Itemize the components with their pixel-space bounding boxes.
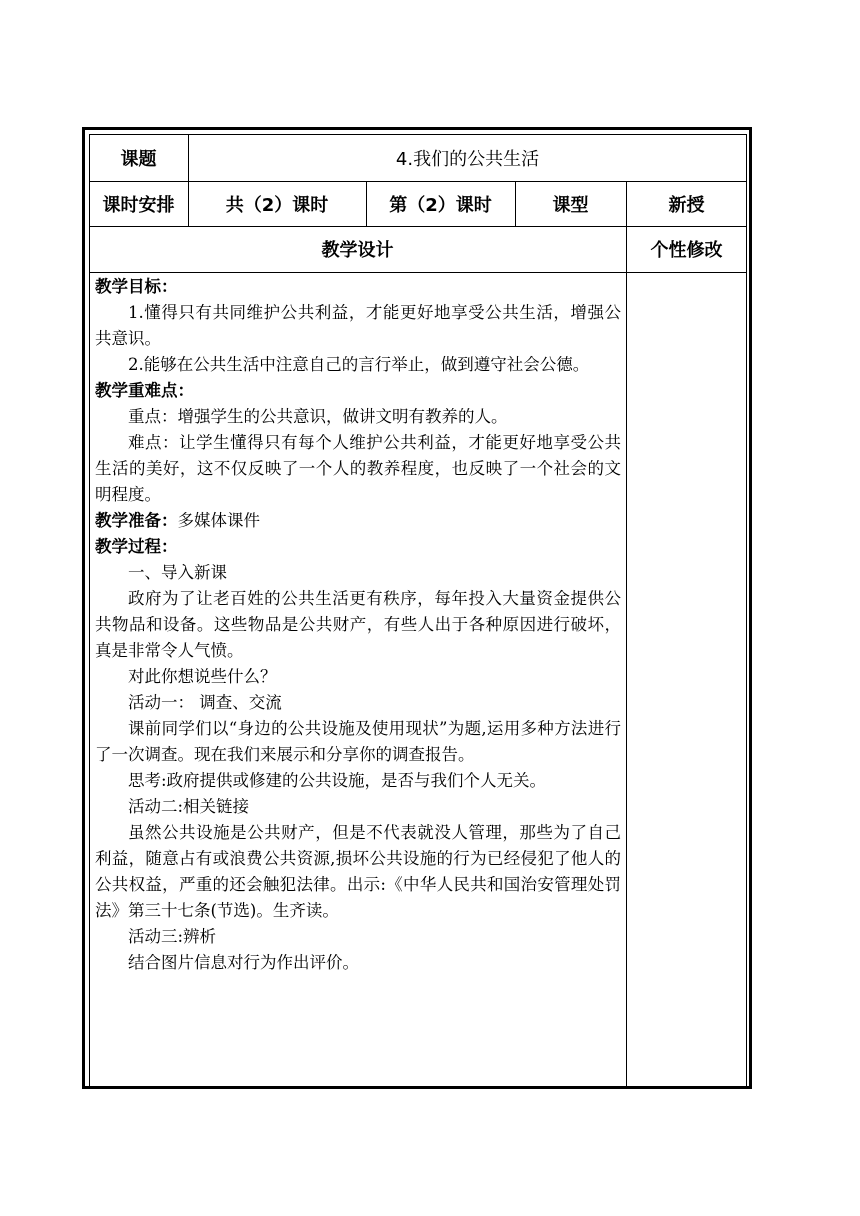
difficult-point: 难点：让学生懂得只有每个人维护公共利益，才能更好地享受公共生活的美好，这不仅反映了一个人的教养程度，也反映了一个社会的文明程度。: [95, 433, 621, 504]
teaching-design-content: [95, 274, 621, 976]
revise-label: 个性修改: [650, 240, 723, 261]
activity-heading: 活动二:相关链接: [128, 797, 250, 816]
key-point: 重点：增强学生的公共意识，做讲文明有教养的人。: [128, 407, 508, 426]
prep-heading: 教学准备：: [95, 511, 178, 530]
step-heading: 一、导入新课: [128, 563, 227, 582]
lesson-type-value: 新授: [668, 194, 705, 216]
schedule-label: 课时安排: [102, 194, 175, 216]
paragraph: 思考:政府提供或修建的公共设施，是否与我们个人无关。: [128, 771, 547, 790]
activity-heading: 活动三:辨析: [128, 927, 217, 946]
row-divider: [89, 272, 747, 273]
paragraph: 政府为了让老百姓的公共生活更有秩序，每年投入大量资金提供公共物品和设备。这些物品是公共财产，有些人出于各种原因进行破坏，真是非常令人气愤。: [95, 589, 621, 660]
paragraph: 课前同学们以“身边的公共设施及使用现状”为题,运用多种方法进行了一次调查。现在我们来展示和分享你的调查报告。: [95, 719, 621, 764]
topic-label: 课题: [120, 148, 157, 170]
total-hours: 共（2）课时: [225, 194, 329, 216]
paragraph: 结合图片信息对行为作出评价。: [128, 953, 359, 972]
activity-heading: 活动一： 调查、交流: [128, 693, 282, 712]
prep-value: 多媒体课件: [177, 511, 260, 530]
lesson-type-label: 课型: [552, 194, 589, 216]
objective-item: 2.能够在公共生活中注意自己的言行举止，做到遵守社会公德。: [128, 355, 590, 374]
current-hour: 第（2）课时: [389, 194, 492, 216]
objectives-heading: 教学目标：: [95, 277, 178, 296]
objective-item: 1.懂得只有共同维护公共利益，才能更好地享受公共生活，增强公共意识。: [95, 303, 621, 348]
topic-value: 4.我们的公共生活: [395, 148, 540, 170]
process-heading: 教学过程：: [95, 537, 178, 556]
design-label: 教学设计: [321, 240, 394, 261]
col-divider: [626, 181, 627, 1087]
difficulty-heading: 教学重难点：: [95, 381, 194, 400]
question: 对此你想说些什么？: [128, 667, 277, 686]
paragraph: 虽然公共设施是公共财产，但是不代表就没人管理，那些为了自己利益，随意占有或浪费公共资源,损坏公共设施的行为已经侵犯了他人的公共权益，严重的还会触犯法律。出示:《中华人民共和国治安管理处罚法》第三十七条(节选)。生齐读。: [95, 823, 621, 920]
prep-line: [95, 508, 621, 534]
